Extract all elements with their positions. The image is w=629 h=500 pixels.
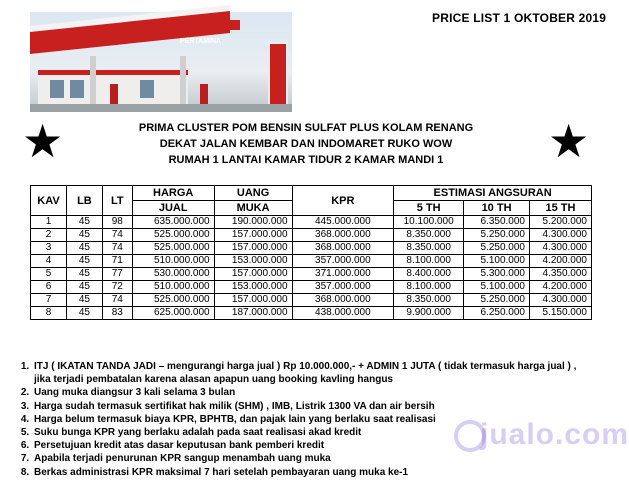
table-row	[31, 307, 592, 320]
table-row	[31, 281, 592, 294]
cell-kav: 8	[31, 307, 67, 320]
table-row	[31, 294, 592, 307]
cell-lt: 74	[102, 229, 132, 242]
cell-harga: 625.000.000	[132, 307, 214, 320]
cell-kpr: 357.000.000	[292, 281, 394, 294]
cell-kav: 5	[31, 268, 67, 281]
header-harga: HARGA	[132, 186, 214, 201]
cell-lb: 45	[66, 307, 102, 320]
term-item: 2. Uang muka diangsur 3 kali selama 3 bulan	[32, 386, 592, 399]
headline-line-3: RUMAH 1 LANTAI KAMAR TIDUR 2 KAMAR MANDI 1	[168, 154, 444, 166]
cell-5th: 8.100.000	[394, 281, 464, 294]
cell-harga: 510.000.000	[132, 281, 214, 294]
cell-kav: 1	[31, 216, 67, 229]
cell-harga: 525.000.000	[132, 229, 214, 242]
cell-lb: 45	[66, 294, 102, 307]
window	[140, 80, 154, 98]
cell-10th: 6.250.000	[464, 307, 530, 320]
table-row	[31, 229, 592, 242]
cell-kav: 4	[31, 255, 67, 268]
term-item: 8. Berkas administrasi KPR maksimal 7 hari setelah pembayaran uang muka ke-1	[32, 466, 592, 479]
header-uang: UANG	[214, 186, 292, 201]
cell-lb: 45	[66, 216, 102, 229]
price-list-title: PRICE LIST 1 OKTOBER 2019	[432, 11, 607, 25]
headline-line-2: DEKAT JALAN KEMBAR DAN INDOMARET RUKO WOW	[159, 138, 453, 150]
cell-15th: 4.200.000	[530, 281, 592, 294]
cell-kav: 3	[31, 242, 67, 255]
cell-15th: 4.350.000	[530, 268, 592, 281]
cell-harga: 635.000.000	[132, 216, 214, 229]
cell-5th: 8.350.000	[394, 242, 464, 255]
cell-15th: 4.300.000	[530, 229, 592, 242]
cell-15th: 4.300.000	[530, 242, 592, 255]
cell-5th: 8.400.000	[394, 268, 464, 281]
watermark: jualo.com	[480, 418, 629, 451]
cell-10th: 5.100.000	[464, 255, 530, 268]
table-row	[31, 242, 592, 255]
cell-10th: 6.350.000	[464, 216, 530, 229]
cell-10th: 5.100.000	[464, 281, 530, 294]
cell-5th: 8.350.000	[394, 294, 464, 307]
header-10th: 10 TH	[464, 201, 530, 216]
cell-uang: 157.000.000	[214, 268, 292, 281]
cell-harga: 510.000.000	[132, 255, 214, 268]
cell-5th: 10.100.000	[394, 216, 464, 229]
cell-15th: 5.150.000	[530, 307, 592, 320]
cell-lt: 77	[102, 268, 132, 281]
cell-uang: 153.000.000	[214, 281, 292, 294]
cell-kav: 2	[31, 229, 67, 242]
cell-harga: 530.000.000	[132, 268, 214, 281]
cell-5th: 8.100.000	[394, 255, 464, 268]
cell-15th: 4.200.000	[530, 255, 592, 268]
term-item: 1. ITJ ( IKATAN TANDA JADI – mengurangi harga jual ) Rp 10.000.000,- + ADMIN 1 JUTA ( tidak termasuk harga jual ) , jika terjadi pembatalan karena alasan apapun uang booking kavling hangus	[32, 360, 592, 386]
cell-uang: 190.000.000	[214, 216, 292, 229]
cell-uang: 157.000.000	[214, 294, 292, 307]
cell-kpr: 438.000.000	[292, 307, 394, 320]
cell-lt: 98	[102, 216, 132, 229]
cell-10th: 5.250.000	[464, 229, 530, 242]
cell-15th: 5.200.000	[530, 216, 592, 229]
window	[50, 80, 64, 98]
table-row	[31, 216, 592, 229]
fuel-pump	[110, 84, 118, 104]
fuel-pump	[200, 84, 208, 104]
term-item: 5. Suku bunga KPR yang berlaku adalah pada saat realisasi akad kredit	[32, 426, 592, 439]
term-item: 4. Harga belum termasuk biaya KPR, BPHTB, dan pajak lain yang berlaku saat realisasi	[32, 413, 592, 426]
header-kpr: KPR	[292, 186, 394, 216]
cell-uang: 187.000.000	[214, 307, 292, 320]
cell-kav: 7	[31, 294, 67, 307]
cell-kpr: 357.000.000	[292, 255, 394, 268]
cell-lb: 45	[66, 268, 102, 281]
cell-5th: 8.350.000	[394, 229, 464, 242]
table-header-row	[31, 186, 592, 201]
cell-lt: 72	[102, 281, 132, 294]
cell-uang: 157.000.000	[214, 229, 292, 242]
cell-lb: 45	[66, 229, 102, 242]
cell-harga: 525.000.000	[132, 242, 214, 255]
cell-kpr: 368.000.000	[292, 229, 394, 242]
header-estimasi: ESTIMASI ANGSURAN	[394, 186, 592, 201]
canopy-pillar	[180, 56, 186, 106]
cell-10th: 5.250.000	[464, 242, 530, 255]
cell-lb: 45	[66, 242, 102, 255]
table-row	[31, 268, 592, 281]
cell-kav: 6	[31, 281, 67, 294]
header-lt: LT	[102, 186, 132, 216]
term-item: 3. Harga sudah termasuk sertifikat hak milik (SHM) , IMB, Listrik 1300 VA dan air bersih	[32, 400, 592, 413]
cell-harga: 525.000.000	[132, 294, 214, 307]
star-icon: ★	[22, 115, 64, 167]
canopy-pillar	[90, 56, 96, 106]
cell-uang: 157.000.000	[214, 242, 292, 255]
header-15th: 15 TH	[530, 201, 592, 216]
ground	[30, 104, 292, 112]
headline-line-1: PRIMA CLUSTER POM BENSIN SULFAT PLUS KOLAM RENANG	[138, 122, 474, 134]
price-table	[30, 185, 592, 320]
header-muka: MUKA	[214, 201, 292, 216]
cell-10th: 5.250.000	[464, 294, 530, 307]
cell-lt: 83	[102, 307, 132, 320]
header-lb: LB	[66, 186, 102, 216]
cell-5th: 9.900.000	[394, 307, 464, 320]
gas-station-photo	[30, 12, 292, 112]
cell-uang: 153.000.000	[214, 255, 292, 268]
cell-15th: 4.300.000	[530, 294, 592, 307]
header-kav: KAV	[31, 186, 67, 216]
header-5th: 5 TH	[394, 201, 464, 216]
term-item: 6. Persetujuan kredit atas dasar keputusan bank pemberi kredit	[32, 439, 592, 452]
header-jual: JUAL	[132, 201, 214, 216]
cell-kpr: 445.000.000	[292, 216, 394, 229]
cell-lt: 74	[102, 294, 132, 307]
price-tower	[268, 42, 288, 112]
star-icon: ★	[548, 115, 590, 167]
cell-lt: 74	[102, 242, 132, 255]
cell-kpr: 368.000.000	[292, 294, 394, 307]
cell-lt: 71	[102, 255, 132, 268]
cell-lb: 45	[66, 281, 102, 294]
term-item: 7. Apabila terjadi penurunan KPR sangup menambah uang muka	[32, 452, 592, 465]
cell-kpr: 368.000.000	[292, 242, 394, 255]
cell-kpr: 371.000.000	[292, 268, 394, 281]
cell-10th: 5.300.000	[464, 268, 530, 281]
cell-lb: 45	[66, 255, 102, 268]
window	[70, 80, 84, 98]
brand-sign: PERTAMINA	[180, 38, 222, 45]
table-row	[31, 255, 592, 268]
flag-shape	[230, 20, 240, 30]
